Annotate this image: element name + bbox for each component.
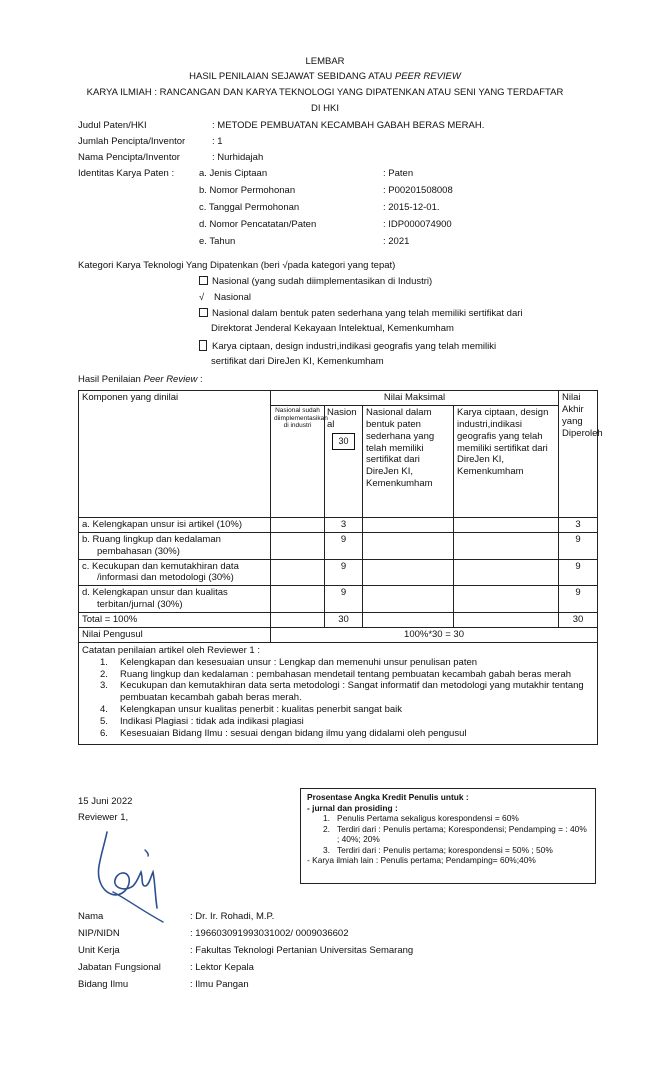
sig-jabatan-label: Jabatan Fungsional (78, 962, 161, 973)
subheader-nasional-text: Nasional (327, 406, 357, 430)
row-d-komponen: d. Kelengkapan unsur dan kualitas terbitan/jurnal (30%) (79, 586, 271, 613)
list-item (82, 680, 594, 704)
kategori-option-4-text2: sertifikat dari DireJen KI, Kemenkumham (211, 356, 384, 367)
checkbox-empty[interactable] (199, 340, 207, 351)
title-italic: PEER REVIEW (394, 71, 461, 82)
hasil-label-suffix: : (197, 374, 203, 385)
catatan-title: Catatan penilaian artikel oleh Reviewer 1 : (82, 644, 260, 656)
pengusul-value: 100%*30 = 30 (271, 627, 598, 642)
catatan-num: 3. (100, 680, 108, 692)
checkbox-empty[interactable] (199, 308, 208, 317)
total-impl (271, 613, 325, 628)
kategori-option-4-text: Karya ciptaan, design industri,indikasi geografis yang telah memiliki (212, 341, 497, 353)
identitas-c-label: c. Tanggal Permohonan (199, 202, 300, 213)
kategori-option-3[interactable] (199, 308, 523, 320)
jumlah-value: : 1 (212, 136, 223, 147)
pengusul-label: Nilai Pengusul (79, 627, 271, 642)
sig-nip-value: : 196603091993031002/ 0009036602 (190, 928, 349, 939)
sig-bidang-label: Bidang Ilmu (78, 979, 129, 990)
komponen-header: Komponen yang dinilai (79, 391, 271, 518)
jumlah-label: Jumlah Pencipta/Inventor (78, 136, 186, 147)
row-b-komponen: b. Ruang lingkup dan kedalaman pembahasan (30%) (79, 532, 271, 559)
pros-title: Prosentase Angka Kredit Penulis untuk : (307, 792, 469, 802)
subheader-nasional-paten: Nasional dalam bentuk paten sederhana yang telah memiliki sertifikat dari DireJen KI, Kemenkumham (363, 405, 454, 517)
identitas-d-label: d. Nomor Pencatatan/Paten (199, 219, 317, 230)
title-karya-ilmiah: KARYA ILMIAH : RANCANGAN DAN KARYA TEKNOLOGI YANG DIPATENKAN ATAU SENI YANG TERDAFTAR (86, 87, 564, 98)
catatan-num: 5. (100, 716, 108, 727)
title-prefix: HASIL PENILAIAN SEJAWAT SEBIDANG ATAU (189, 71, 395, 82)
row-d-nasional: 9 (325, 586, 363, 613)
row-a-nasional: 3 (325, 517, 363, 532)
row-c-paten (363, 559, 454, 586)
subheader-nasional (325, 405, 363, 517)
judul-label: Judul Paten/HKI (78, 120, 147, 131)
kategori-title: Kategori Karya Teknologi Yang Dipatenkan (beri √pada kategori yang tepat) (78, 260, 396, 271)
list-item (307, 813, 589, 824)
sig-nama-label: Nama (78, 911, 104, 922)
identitas-b-value: : P00201508008 (383, 185, 453, 196)
row-d-karya (454, 586, 559, 613)
identitas-label: Identitas Karya Paten : (78, 168, 175, 179)
hasil-label (78, 374, 203, 386)
title-hasil-penilaian (0, 71, 650, 83)
catatan-num: 2. (100, 668, 108, 680)
pros-text: Penulis Pertama sekaligus korespondensi = 60% (337, 813, 519, 823)
list-item (82, 716, 594, 728)
identitas-e-label: e. Tahun (199, 236, 236, 247)
subheader-nasional-impl: Nasional sudah diimplementasikan di industri (271, 405, 325, 517)
pros-num: 2. (323, 823, 330, 834)
nilai-akhir-header: Nilai Akhir yang Diperoleh (559, 391, 598, 518)
catatan-text: Ruang lingkup dan kedalaman : pembahasan mendetail tentang pembuatan kecambah gabah beras merah (120, 668, 572, 680)
pengusul-row (79, 627, 598, 642)
row-a-akhir: 3 (559, 517, 598, 532)
list-item (307, 845, 589, 856)
list-item (82, 728, 594, 740)
row-c-impl (271, 559, 325, 586)
review-date: 15 Juni 2022 (78, 796, 133, 807)
table-row (79, 532, 598, 559)
catatan-list (82, 657, 594, 740)
catatan-text: Kesesuaian Bidang Ilmu : sesuai dengan bidang ilmu yang didalami oleh pengusul (120, 727, 467, 739)
total-akhir: 30 (559, 613, 598, 628)
row-a-karya (454, 517, 559, 532)
nilai-maks-header: Nilai Maksimal (271, 391, 559, 406)
prosentase-box (300, 788, 596, 884)
identitas-a-value: : Paten (383, 168, 414, 179)
kategori-option-2-text: Nasional (214, 292, 251, 303)
nama-label: Nama Pencipta/Inventor (78, 152, 180, 163)
row-d-paten (363, 586, 454, 613)
catatan-cell (79, 642, 598, 744)
title-lembar: LEMBAR (305, 56, 345, 67)
identitas-e-value: : 2021 (383, 236, 410, 247)
row-c-nasional: 9 (325, 559, 363, 586)
catatan-num: 4. (100, 704, 108, 716)
checkbox-empty[interactable] (199, 276, 208, 285)
sig-bidang-value: : Ilmu Pangan (190, 979, 249, 990)
row-c-komponen: c. Kecukupan dan kemutakhiran data /informasi dan metodologi (30%) (79, 559, 271, 586)
kategori-option-2[interactable] (199, 292, 251, 304)
pros-text: Terdiri dari : Penulis pertama; Korespondensi; Pendamping = : 40% ; 40%; 20% (337, 823, 587, 844)
total-row (79, 613, 598, 628)
signature-image (85, 828, 175, 923)
reviewer-label: Reviewer 1, (78, 812, 129, 823)
identitas-b-label: b. Nomor Permohonan (199, 185, 296, 196)
pros-text: Terdiri dari : Penulis pertama; korespondensi = 50% ; 50% (337, 844, 553, 855)
pros-num: 3. (323, 844, 330, 855)
catatan-row (79, 642, 598, 744)
row-b-paten (363, 532, 454, 559)
catatan-num: 1. (100, 656, 108, 668)
row-a-paten (363, 517, 454, 532)
row-a-komponen: a. Kelengkapan unsur isi artikel (10%) (79, 517, 271, 532)
subheader-karya-ciptaan: Karya ciptaan, design industri,indikasi geografis yang telah memiliki sertifikat dari DireJen KI, Kemenkumham (454, 405, 559, 517)
pros-num: 1. (323, 813, 330, 823)
catatan-text: Kelengkapan dan kesesuaian unsur : Lengkap dan memenuhi unsur penulisan paten (120, 656, 478, 668)
kategori-option-1[interactable] (199, 276, 432, 288)
identitas-a-label: a. Jenis Ciptaan (199, 168, 268, 179)
total-label: Total = 100% (79, 613, 271, 628)
catatan-text: Kecukupan dan kemutakhiran data serta metodologi : Sangat informatif dan metodologi yang mutakhir tentang pembuatan kecambah gabah beras merah. (120, 680, 584, 704)
catatan-text: Kelengkapan unsur kualitas penerbit : kualitas penerbit sangat baik (120, 704, 403, 716)
sig-nip-label: NIP/NIDN (78, 928, 120, 939)
table-row (79, 517, 598, 532)
list-item (82, 704, 594, 716)
row-d-akhir: 9 (559, 586, 598, 613)
title-di-hki: DI HKI (311, 103, 339, 114)
total-paten (363, 613, 454, 628)
pros-item2: - Karya ilmiah lain : Penulis pertama; Pendamping= 60%;40% (307, 855, 536, 865)
identitas-d-value: : IDP000074900 (383, 219, 452, 230)
row-b-karya (454, 532, 559, 559)
table-row (79, 559, 598, 586)
sig-nama-value: : Dr. Ir. Rohadi, M.P. (190, 911, 275, 922)
checkmark-icon[interactable]: √ (199, 292, 205, 303)
total-karya (454, 613, 559, 628)
row-b-akhir: 9 (559, 532, 598, 559)
kategori-option-3-text2: Direktorat Jenderal Kekayaan Intelektual, Kemenkumham (211, 323, 454, 334)
row-b-nasional: 9 (325, 532, 363, 559)
sig-unit-value: : Fakultas Teknologi Pertanian Universitas Semarang (190, 945, 414, 956)
row-d-impl (271, 586, 325, 613)
catatan-num: 6. (100, 727, 108, 739)
row-b-impl (271, 532, 325, 559)
hasil-label-italic: Peer Review (143, 374, 198, 385)
pros-item1: - jurnal dan prosiding : (307, 802, 398, 813)
table-row (79, 586, 598, 613)
row-c-akhir: 9 (559, 559, 598, 586)
sig-jabatan-value: : Lektor Kepala (190, 962, 254, 973)
catatan-text: Indikasi Plagiasi : tidak ada indikasi plagiasi (120, 716, 304, 727)
judul-value: : METODE PEMBUATAN KECAMBAH GABAH BERAS MERAH. (212, 120, 485, 131)
nama-value: : Nurhidajah (212, 152, 264, 163)
row-a-impl (271, 517, 325, 532)
list-item (82, 657, 594, 669)
kategori-option-4[interactable] (199, 341, 496, 353)
sig-unit-label: Unit Kerja (78, 945, 120, 956)
kategori-option-1-text: Nasional (yang sudah diimplementasikan di Industri) (212, 276, 433, 287)
list-item (307, 824, 589, 845)
row-c-karya (454, 559, 559, 586)
review-table (78, 390, 603, 745)
hasil-label-prefix: Hasil Penilaian (78, 374, 144, 385)
nasional-max-box: 30 (332, 433, 354, 450)
kategori-option-3-text: Nasional dalam bentuk paten sederhana yang telah memiliki sertifikat dari (212, 308, 523, 319)
total-nasional: 30 (325, 613, 363, 628)
list-item (82, 669, 594, 681)
identitas-c-value: : 2015-12-01. (383, 202, 440, 213)
